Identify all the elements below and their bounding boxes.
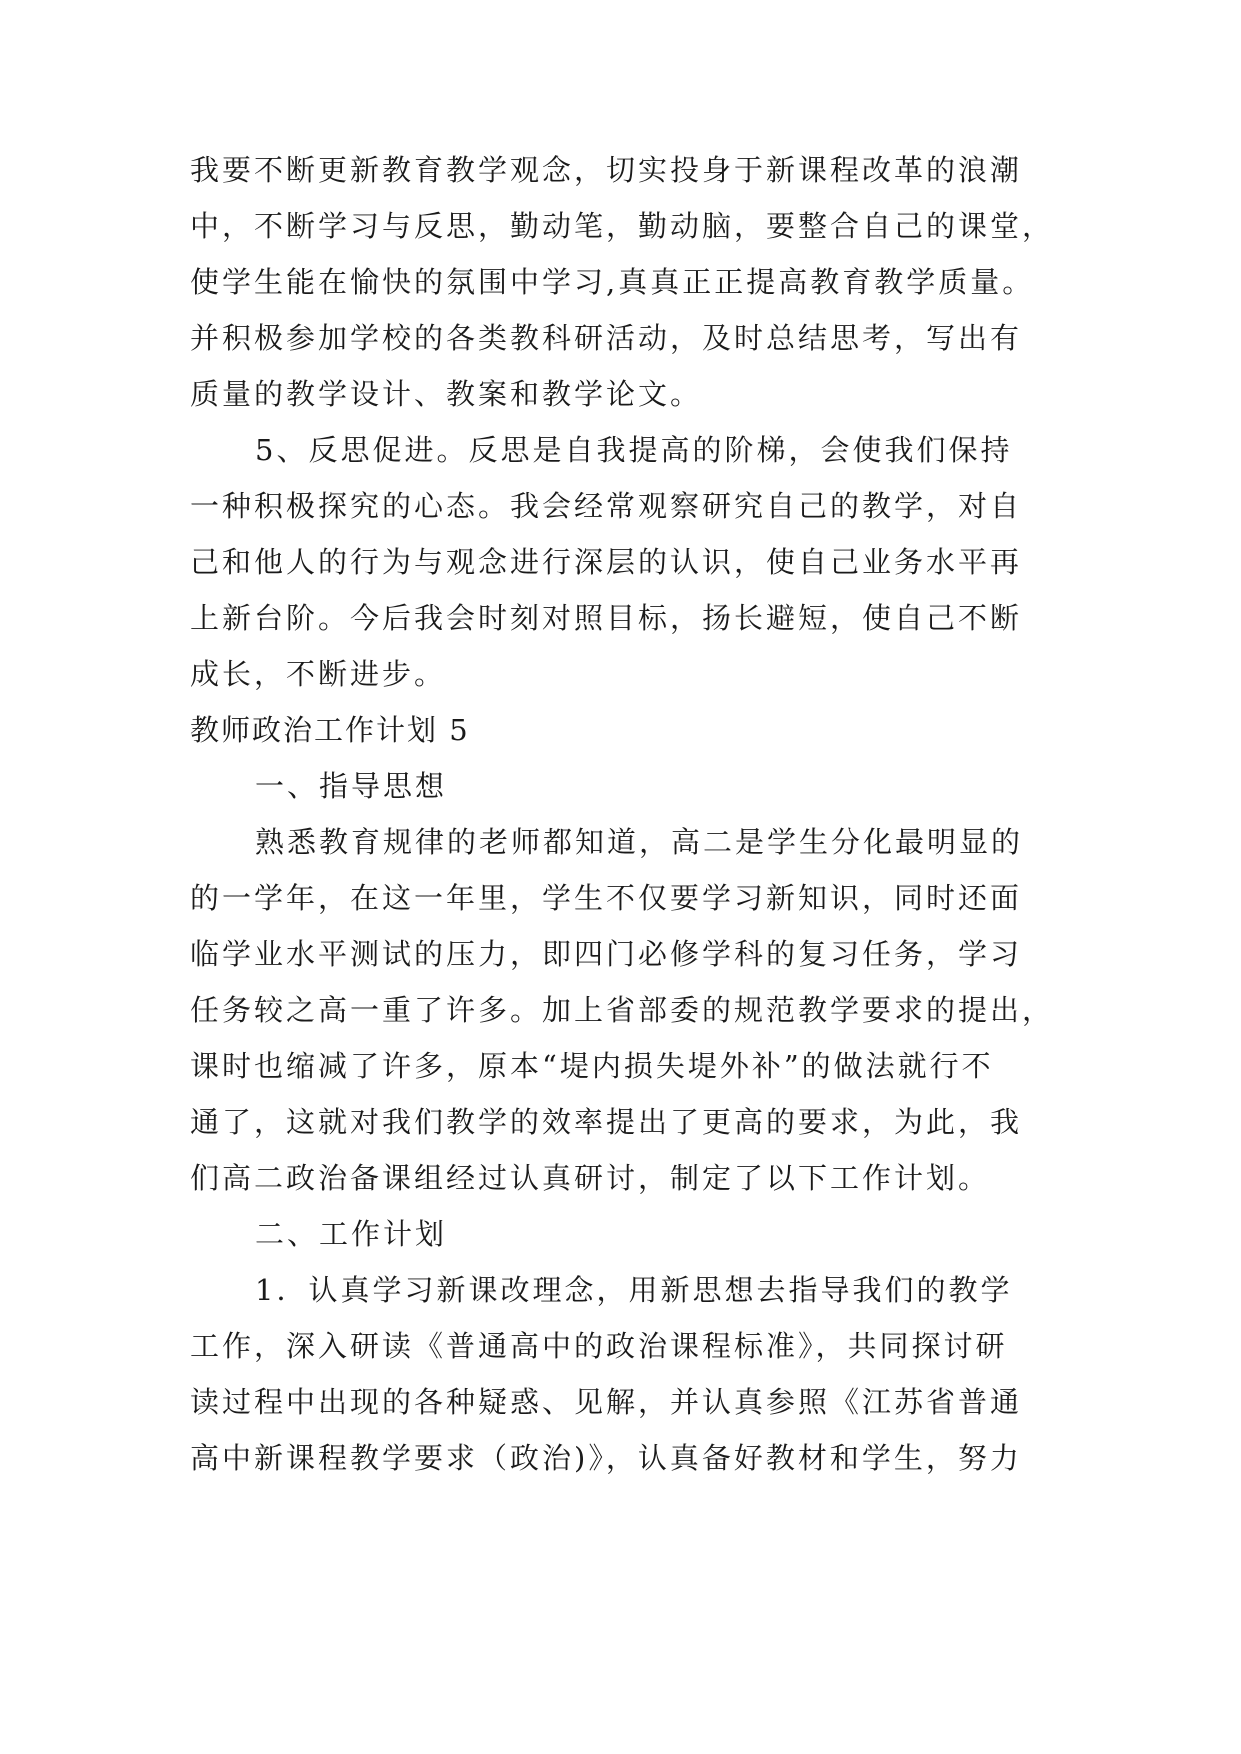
paragraph-line: 5、反思促进。反思是自我提高的阶梯，会使我们保持 [255,433,1013,467]
paragraph-line: 上新台阶。今后我会时刻对照目标，扬长避短，使自己不断 [190,601,1023,635]
paragraph-line: 己和他人的行为与观念进行深层的认识，使自己业务水平再 [190,545,1023,579]
paragraph-line: 高中新课程教学要求（政治)》，认真备好教材和学生，努力 [190,1441,1022,1475]
paragraph-line: 中，不断学习与反思，勤动笔，勤动脑，要整合自己的课堂， [190,209,1055,243]
paragraph-line: 的一学年，在这一年里，学生不仅要学习新知识，同时还面 [190,881,1023,915]
paragraph-line: 工作，深入研读《普通高中的政治课程标准》，共同探讨研 [190,1329,1008,1363]
paragraph-line: 1．认真学习新课改理念，用新思想去指导我们的教学 [255,1273,1013,1307]
paragraph-line: 质量的教学设计、教案和教学论文。 [190,377,703,411]
section-heading: 二、工作计划 [255,1217,448,1251]
paragraph-line: 我要不断更新教育教学观念，切实投身于新课程改革的浪潮 [190,153,1023,187]
paragraph-line: 临学业水平测试的压力，即四门必修学科的复习任务，学习 [190,937,1023,971]
section-title: 教师政治工作计划 5 [190,713,470,747]
section-heading: 一、指导思想 [255,769,448,803]
paragraph-line: 一种积极探究的心态。我会经常观察研究自己的教学，对自 [190,489,1023,523]
paragraph-line: 使学生能在愉快的氛围中学习,真真正正提高教育教学质量。 [190,265,1035,299]
paragraph-line: 读过程中出现的各种疑惑、见解，并认真参照《江苏省普通 [190,1385,1023,1419]
paragraph-line: 任务较之高一重了许多。加上省部委的规范教学要求的提出， [190,993,1055,1027]
paragraph-line: 熟悉教育规律的老师都知道，高二是学生分化最明显的 [255,825,1024,859]
paragraph-line: 们高二政治备课组经过认真研讨，制定了以下工作计划。 [190,1161,991,1195]
paragraph-line: 成长，不断进步。 [190,657,447,691]
paragraph-line: 课时也缩减了许多，原本“堤内损失堤外补”的做法就行不 [190,1049,994,1083]
paragraph-line: 通了，这就对我们教学的效率提出了更高的要求，为此，我 [190,1105,1023,1139]
paragraph-line: 并积极参加学校的各类教科研活动，及时总结思考，写出有 [190,321,1023,355]
